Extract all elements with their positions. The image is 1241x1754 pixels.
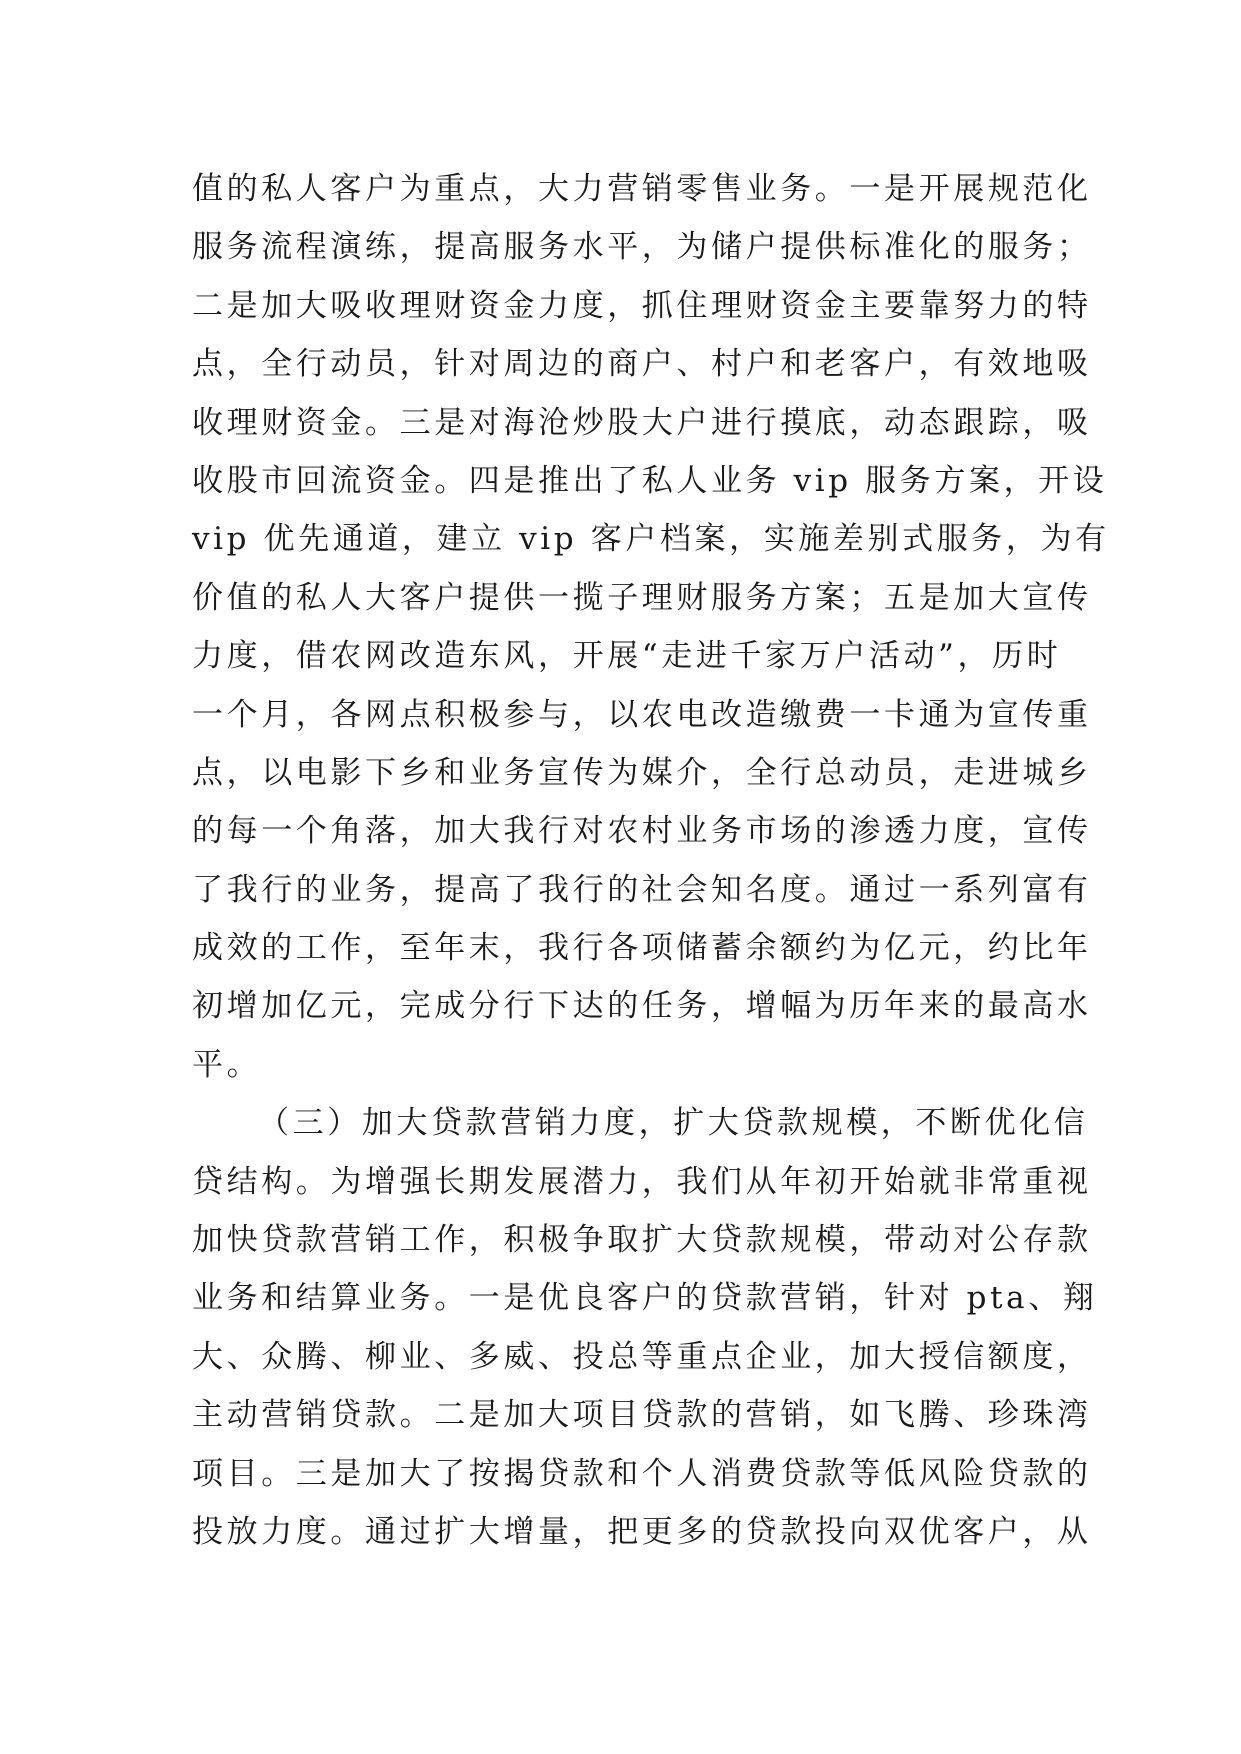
text-line: 一个月，各网点积极参与，以农电改造缴费一卡通为宣传重 bbox=[192, 696, 1092, 733]
text-line: 收股市回流资金。四是推出了私人业务 vip 服务方案，开设 bbox=[192, 462, 1108, 499]
text-line: 项目。三是加大了按揭贷款和个人消费贷款等低风险贷款的 bbox=[192, 1455, 1092, 1492]
text-line: 成效的工作，至年末，我行各项储蓄余额约为亿元，约比年 bbox=[192, 930, 1092, 967]
text-line: 业务和结算业务。一是优良客户的贷款营销，针对 pta、翔 bbox=[192, 1280, 1098, 1317]
text-line: vip 优先通道，建立 vip 客户档案，实施差别式服务，为有 bbox=[192, 521, 1110, 558]
text-line: 初增加亿元，完成分行下达的任务，增幅为历年来的最高水 bbox=[192, 988, 1092, 1025]
text-line: 力度，借农网改造东风，开展“走进千家万户活动”，历时 bbox=[192, 638, 1062, 675]
body-text bbox=[192, 160, 1110, 1561]
text-line: 主动营销贷款。二是加大项目贷款的营销，如飞腾、珍珠湾 bbox=[192, 1397, 1092, 1434]
text-line: 了我行的业务，提高了我行的社会知名度。通过一系列富有 bbox=[192, 871, 1092, 908]
text-line: 收理财资金。三是对海沧炒股大户进行摸底，动态跟踪，吸 bbox=[192, 404, 1092, 441]
text-line: 加快贷款营销工作，积极争取扩大贷款规模，带动对公存款 bbox=[192, 1222, 1092, 1259]
text-line: 大、众腾、柳业、多威、投总等重点企业，加大授信额度， bbox=[192, 1338, 1092, 1375]
text-line: 的每一个角落，加大我行对农村业务市场的渗透力度，宣传 bbox=[192, 813, 1092, 850]
text-line: 点，以电影下乡和业务宣传为媒介，全行总动员，走进城乡 bbox=[192, 754, 1092, 791]
section-heading-line: （三）加大贷款营销力度，扩大贷款规模，不断优化信 bbox=[258, 1105, 1089, 1142]
text-line: 价值的私人大客户提供一揽子理财服务方案；五是加大宣传 bbox=[192, 579, 1092, 616]
text-line: 点，全行动员，针对周边的商户、村户和老客户，有效地吸 bbox=[192, 346, 1092, 383]
text-line: 服务流程演练，提高服务水平，为储户提供标准化的服务； bbox=[192, 229, 1092, 266]
text-line: 二是加大吸收理财资金力度，抓住理财资金主要靠努力的特 bbox=[192, 287, 1092, 324]
text-line: 贷结构。为增强长期发展潜力，我们从年初开始就非常重视 bbox=[192, 1163, 1092, 1200]
text-line: 平。 bbox=[192, 1046, 262, 1083]
text-line: 值的私人客户为重点，大力营销零售业务。一是开展规范化 bbox=[192, 171, 1092, 207]
text-line: 投放力度。通过扩大增量，把更多的贷款投向双优客户，从 bbox=[192, 1513, 1092, 1550]
